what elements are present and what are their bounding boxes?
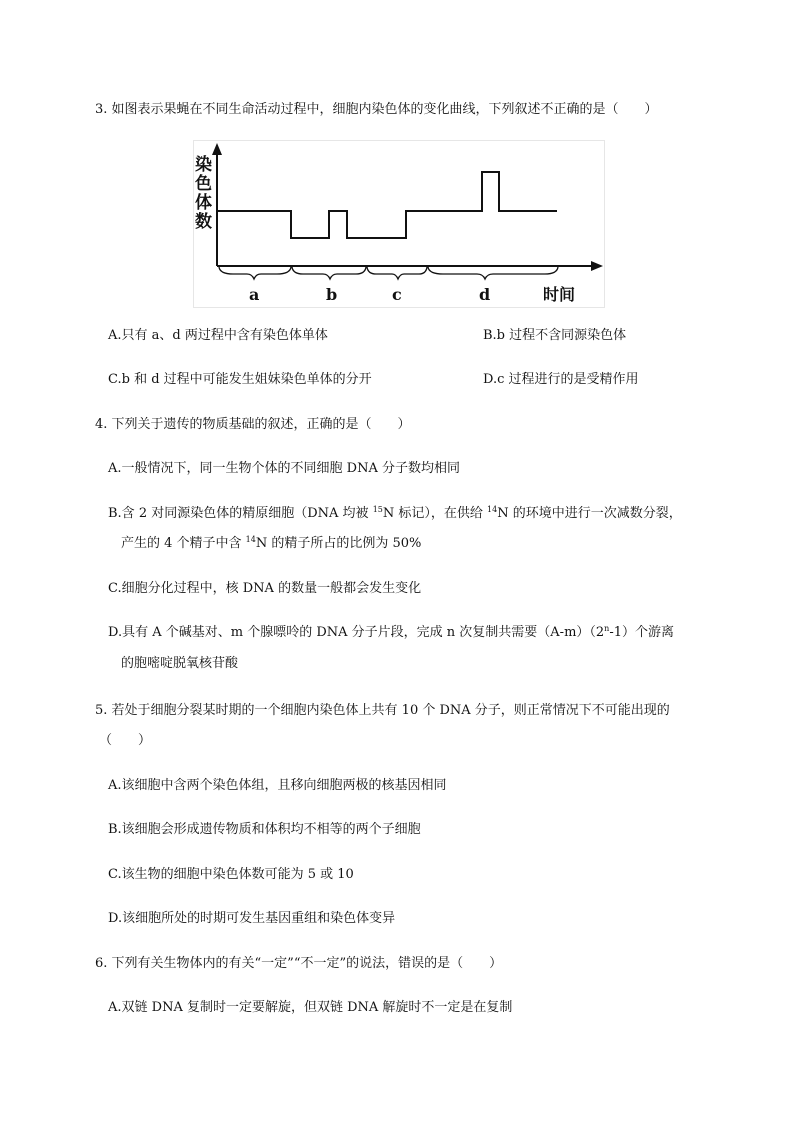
q4-option-d-line2: 的胞嘧啶脱氧核苷酸: [121, 656, 239, 671]
q4-b-text-2: N 标记），在供给: [382, 506, 488, 521]
q4-b-sup-2: 14: [487, 505, 498, 514]
q4-d-sup: n: [604, 624, 610, 633]
q4-d-text-2: -1）个游离: [609, 625, 674, 640]
segment-label-c: c: [392, 285, 402, 304]
xlabel-time: 时间: [543, 285, 576, 304]
q3-option-d: D.c 过程进行的是受精作用: [483, 372, 639, 387]
q3-option-a: A.只有 a、d 两过程中含有染色体单体: [108, 328, 328, 343]
q5-option-c: C.该生物的细胞中染色体数可能为 5 或 10: [108, 867, 354, 882]
chromosome-curve-svg: [193, 140, 605, 308]
segment-c-brace: [367, 267, 427, 279]
y-axis-arrow: [212, 143, 222, 155]
q4-option-b-line1: [108, 505, 682, 523]
q3-option-b: B.b 过程不含同源染色体: [483, 328, 627, 343]
segment-a-brace: [219, 267, 291, 279]
question-5-stem-cont: （ ）: [99, 733, 152, 748]
question-3-stem: 3. 如图表示果蝇在不同生命活动过程中，细胞内染色体的变化曲线，下列叙述不正确的是（ ）: [95, 102, 658, 117]
q3-option-c: C.b 和 d 过程中可能发生姐妹染色单体的分开: [108, 372, 372, 387]
q5-option-d: D.该细胞所处的时期可发生基因重组和染色体变异: [108, 911, 396, 926]
segment-label-a: a: [249, 285, 260, 304]
x-axis-arrow: [591, 261, 603, 271]
segment-d-brace: [428, 267, 558, 279]
question-5-stem: 5. 若处于细胞分裂某时期的一个细胞内染色体上共有 10 个 DNA 分子，则正常情况下不可能出现的: [95, 703, 670, 718]
segment-b-brace: [292, 267, 366, 279]
segment-label-d: d: [479, 285, 491, 304]
q4-b-text-4: 产生的 4 个精子中含: [121, 536, 246, 551]
ylabel-char-1: 染: [195, 155, 212, 175]
q4-b-text-5: N 的精子所占的比例为 50%: [255, 536, 422, 551]
question-6-stem: 6. 下列有关生物体内的有关“一定”“不一定”的说法，错误的是（ ）: [95, 956, 503, 971]
q4-d-text-1: D.具有 A 个碱基对、m 个腺嘌呤的 DNA 分子片段，完成 n 次复制共需要（A-m）（2: [108, 625, 605, 640]
q4-option-b-line2: [121, 535, 421, 553]
ylabel-char-2: 色: [195, 174, 212, 194]
chromosome-count-figure: [193, 140, 605, 308]
segment-label-b: b: [326, 285, 338, 304]
q4-b-text-3: N 的环境中进行一次减数分裂，: [497, 506, 682, 521]
ylabel-char-3: 体: [195, 193, 212, 213]
q4-b-text-1: B.含 2 对同源染色体的精原细胞（DNA 均被: [108, 506, 373, 521]
q4-b-sup-3: 14: [245, 535, 256, 544]
question-4-stem: 4. 下列关于遗传的物质基础的叙述，正确的是（ ）: [95, 417, 411, 432]
q4-option-d-line1: [108, 624, 674, 642]
q5-option-a: A.该细胞中含两个染色体组，且移向细胞两极的核基因相同: [108, 778, 447, 793]
q6-option-a: A.双链 DNA 复制时一定要解旋，但双链 DNA 解旋时不一定是在复制: [108, 1000, 513, 1015]
q4-option-c: C.细胞分化过程中，核 DNA 的数量一般都会发生变化: [108, 581, 422, 596]
q4-b-sup-1: 15: [372, 505, 383, 514]
ylabel-char-4: 数: [195, 212, 212, 232]
chromosome-step-curve: [217, 172, 557, 238]
q5-option-b: B.该细胞会形成遗传物质和体积均不相等的两个子细胞: [108, 822, 421, 837]
q4-option-a: A.一般情况下，同一生物个体的不同细胞 DNA 分子数均相同: [108, 461, 460, 476]
